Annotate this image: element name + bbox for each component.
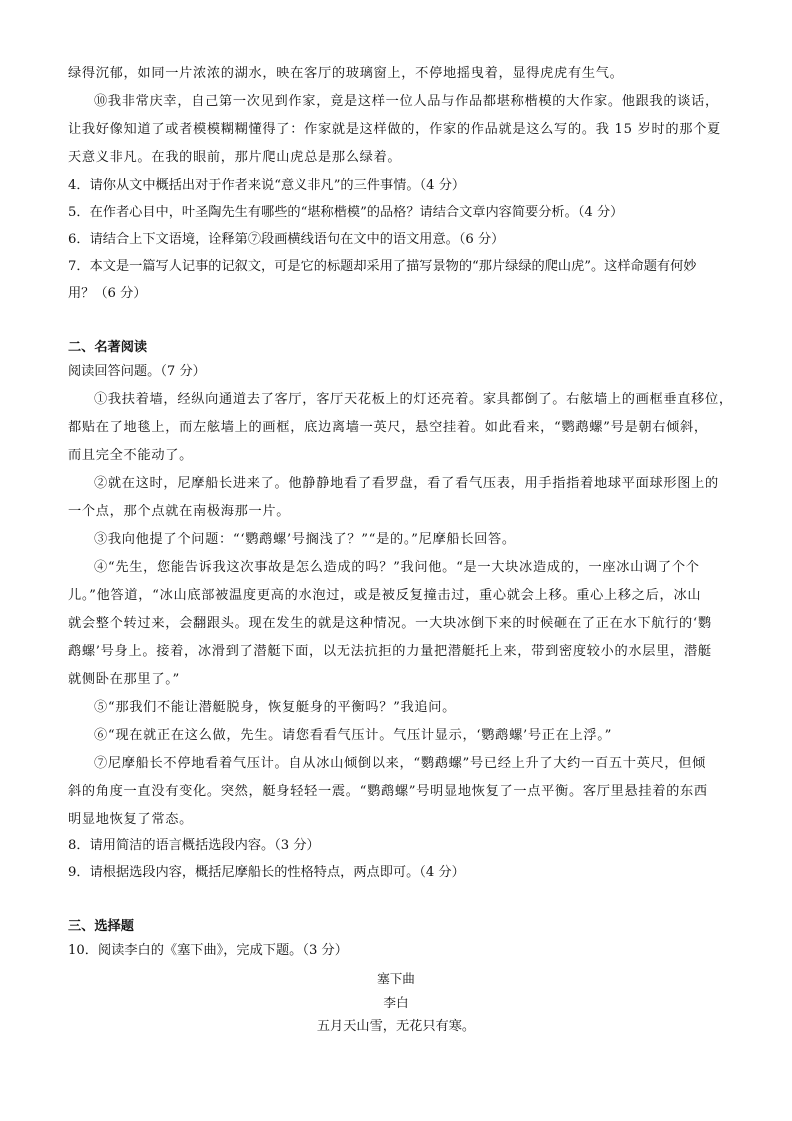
- excerpt-paragraph-5: ⑤“那我们不能让潜艇脱身，恢复艇身的平衡吗？”我追问。: [94, 700, 457, 715]
- question-7-continued: 用？（6 分）: [68, 286, 147, 301]
- excerpt-paragraph-3: ③我向他提了个问题：“‘鹦鹉螺’号搁浅了？”“是的。”尼摩船长回答。: [94, 532, 516, 547]
- excerpt-line: 就侧卧在那里了。”: [68, 672, 180, 687]
- question-6: 6．请结合上下文语境，诠释第⑦段画横线语句在文中的语文用意。（6 分）: [68, 232, 505, 247]
- question-7: 7．本文是一篇写人记事的记叙文，可是它的标题却采用了描写景物的“那片绿绿的爬山虎”。这样命题有何妙: [68, 259, 697, 274]
- question-10: 10．阅读李白的《塞下曲》，完成下题。（3 分）: [68, 943, 348, 958]
- excerpt-line: 一个点，那个点就在南极海那一片。: [68, 504, 291, 519]
- question-8: 8．请用简洁的语言概括选段内容。（3 分）: [68, 838, 320, 853]
- reading-instruction: 阅读回答问题。（7 分）: [68, 364, 206, 379]
- question-4: 4．请你从文中概括出对于作者来说“意义非凡”的三件事情。（4 分）: [68, 178, 466, 193]
- passage-line: 让我好像知道了或者模模糊糊懂得了：作家就是这样做的，作家的作品就是这么写的。我 15 岁时的那个夏: [68, 122, 721, 137]
- excerpt-line: 明显地恢复了常态。: [68, 812, 193, 827]
- passage-line: 天意义非凡。在我的眼前，那片爬山虎总是那么绿着。: [68, 150, 402, 165]
- excerpt-line: 都贴在了地毯上，而左舷墙上的画框，底边离墙一英尺，悬空挂着。如此看来，“鹦鹉螺”号是朝右倾斜，: [68, 420, 708, 435]
- passage-paragraph-10-line: ⑩我非常庆幸，自己第一次见到作家，竟是这样一位人品与作品都堪称楷模的大作家。他跟我的谈话，: [94, 94, 719, 109]
- excerpt-line: 鹉螺’号身上。接着，冰滑到了潜艇下面，以无法抗拒的力量把潜艇托上来，带到密度较小的水层里，潜艇: [68, 644, 712, 659]
- excerpt-line: 儿。”他答道，“冰山底部被温度更高的水泡过，或是被反复撞击过，重心就会上移。重心上移之后，冰山: [68, 588, 702, 603]
- excerpt-line: 斜的角度一直没有变化。突然，艇身轻轻一震。“鹦鹉螺”号明显地恢复了一点平衡。客厅里悬挂着的东西: [68, 784, 708, 799]
- question-5: 5．在作者心目中，叶圣陶先生有哪些的“堪称楷模”的品格？请结合文章内容简要分析。（4 分）: [68, 205, 624, 220]
- poem-title: 塞下曲: [377, 971, 415, 986]
- excerpt-paragraph-4-line: ④“先生，您能告诉我这次事故是怎么造成的吗？”我问他。“是一大块冰造成的，一座冰山调了个个: [94, 560, 700, 575]
- excerpt-paragraph-7-line: ⑦尼摩船长不停地看着气压计。自从冰山倾倒以来，“鹦鹉螺”号已经上升了大约一百五十英尺，但倾: [94, 756, 707, 771]
- excerpt-paragraph-6: ⑥“现在就正在这么做，先生。请您看看气压计。气压计显示，‘鹦鹉螺’号正在上浮。”: [94, 728, 613, 743]
- excerpt-line: 而且完全不能动了。: [68, 448, 193, 463]
- poem-line-1: 五月天山雪，无花只有寒。: [316, 1019, 476, 1034]
- section-heading-classic-reading: 二、名著阅读: [68, 340, 148, 355]
- question-9: 9．请根据选段内容，概括尼摩船长的性格特点，两点即可。（4 分）: [68, 865, 465, 880]
- section-heading-multiple-choice: 三、选择题: [68, 919, 134, 934]
- excerpt-paragraph-1-line: ①我扶着墙，经纵向通道去了客厅，客厅天花板上的灯还亮着。家具都倒了。右舷墙上的画框垂直移位，: [94, 392, 733, 407]
- excerpt-line: 就会整个转过来，会翻跟头。现在发生的就是这种情况。一大块冰倒下来的时候砸在了正在水下航行的‘鹦: [68, 616, 712, 631]
- excerpt-paragraph-2-line: ②就在这时，尼摩船长进来了。他静静地看了看罗盘，看了看气压表，用手指指着地球平面球形图上的: [94, 476, 719, 491]
- poem-author: 李白: [383, 995, 409, 1010]
- passage-line: 绿得沉郁，如同一片浓浓的湖水，映在客厅的玻璃窗上，不停地摇曳着，显得虎虎有生气。: [68, 66, 624, 81]
